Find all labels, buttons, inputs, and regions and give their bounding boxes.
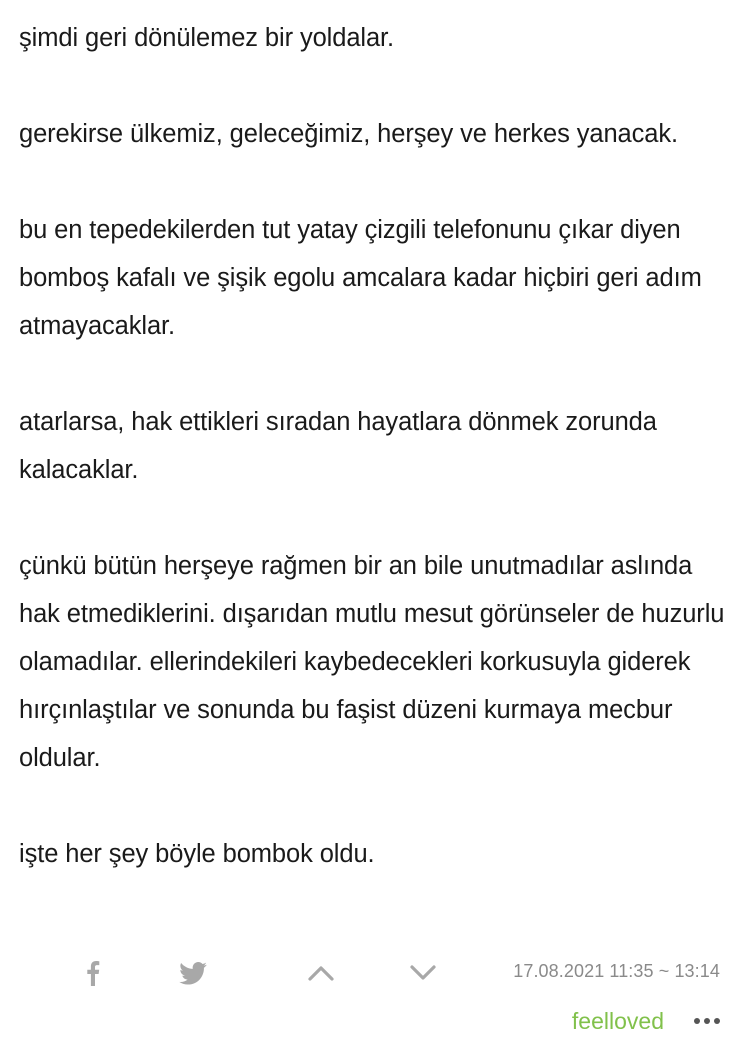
entry-date[interactable]: 17.08.2021 11:35 ~ 13:14 <box>513 961 720 981</box>
entry-paragraph: işte her şey böyle bombok oldu. <box>19 840 375 868</box>
upvote-chevron-icon[interactable] <box>306 958 336 988</box>
author-row <box>0 1003 750 1043</box>
more-dots-icon[interactable] <box>692 1013 722 1029</box>
entry-footer <box>0 950 750 994</box>
twitter-icon[interactable] <box>178 958 208 988</box>
author-link[interactable]: feelloved <box>571 1008 664 1034</box>
entry-paragraph: atarlarsa, hak ettikleri sıradan hayatlara dönmek zorunda kalacaklar. <box>19 408 657 484</box>
downvote-chevron-icon[interactable] <box>408 958 438 988</box>
entry-paragraph: şimdi geri dönülemez bir yoldalar. <box>19 24 395 52</box>
entry-paragraph: çünkü bütün herşeye rağmen bir an bile unutmadılar aslında hak etmediklerini. dışarıdan mutlu mesut görünseler de huzurlu olamadılar. ellerindekileri kaybedecekleri korkusuyla giderek hırçınlaştılar ve sonunda bu faşist düzeni kurmaya mecbur oldular. <box>19 552 725 772</box>
entry-paragraph: bu en tepedekilerden tut yatay çizgili telefonunu çıkar diyen bomboş kafalı ve şişik egolu amcalara kadar hiçbiri geri adım atmayacaklar. <box>19 216 702 340</box>
entry-content <box>19 14 731 878</box>
entry-paragraph: gerekirse ülkemiz, geleceğimiz, herşey ve herkes yanacak. <box>19 120 679 148</box>
facebook-icon[interactable] <box>78 958 108 988</box>
